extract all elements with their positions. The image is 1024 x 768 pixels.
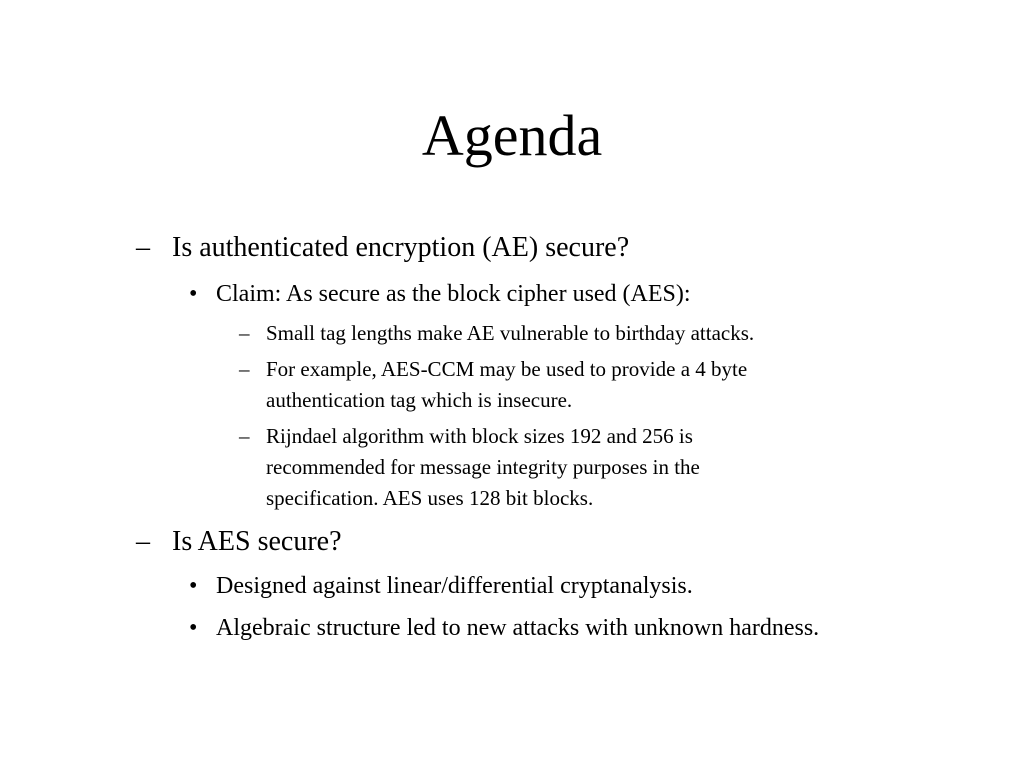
sub-bullet-text: Claim: As secure as the block cipher used (AES):	[216, 281, 691, 307]
sub-sub-bullet-line: For example, AES-CCM may be used to provide a 4 byte	[266, 357, 748, 381]
bullet-marker: •	[189, 573, 198, 599]
slide-title: Agenda	[421, 103, 603, 168]
dash-marker: –	[239, 357, 250, 381]
sub-sub-bullet-line: specification. AES uses 128 bit blocks.	[266, 486, 594, 510]
sub-sub-bullet-line: Small tag lengths make AE vulnerable to birthday attacks.	[266, 321, 755, 345]
dash-marker: –	[239, 321, 250, 345]
dash-marker: –	[136, 526, 150, 557]
bullet-marker: •	[189, 281, 198, 307]
sub-bullet-text: Designed against linear/differential cryptanalysis.	[216, 573, 693, 599]
bullet-marker: •	[189, 615, 198, 641]
dash-marker: –	[136, 232, 150, 263]
sub-sub-bullet-line: recommended for message integrity purposes in the	[266, 455, 700, 479]
sub-sub-bullet-line: authentication tag which is insecure.	[266, 388, 573, 412]
bullet-text: Is AES secure?	[172, 526, 342, 557]
sub-bullet-text: Algebraic structure led to new attacks with unknown hardness.	[216, 615, 820, 641]
sub-sub-bullet-line: Rijndael algorithm with block sizes 192 and 256 is	[266, 424, 693, 448]
bullet-text: Is authenticated encryption (AE) secure?	[172, 232, 630, 263]
dash-marker: –	[239, 424, 250, 448]
